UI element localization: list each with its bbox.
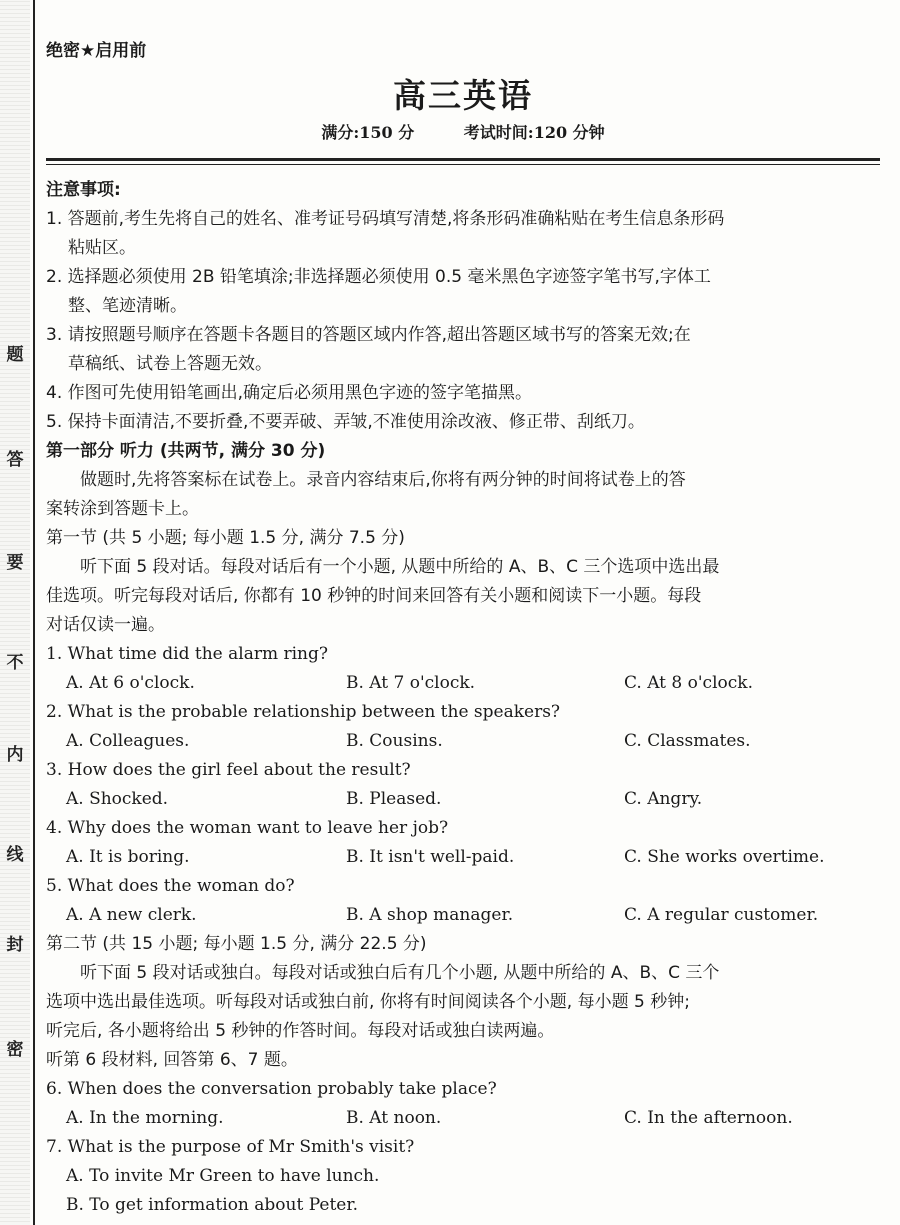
question-options (46, 727, 880, 756)
seal-char: 密 (6, 1040, 24, 1060)
option-b: B. Cousins. (346, 731, 443, 751)
note-item: 5. 保持卡面清洁,不要折叠,不要弄破、弄皱,不准使用涂改液、修正带、刮纸刀。 (46, 412, 645, 432)
material-note: 听第 6 段材料, 回答第 6、7 题。 (46, 1050, 298, 1070)
section2-heading: 第二节 (共 15 小题; 每小题 1.5 分, 满分 22.5 分) (46, 934, 427, 954)
part1-intro: 做题时,先将答案标在试卷上。录音内容结束后,你将有两分钟的时间将试卷上的答 (80, 470, 686, 490)
seal-char: 封 (6, 935, 24, 955)
option-c: C. In the afternoon. (624, 1108, 793, 1128)
option-a: A. In the morning. (66, 1108, 224, 1128)
question-options (46, 669, 880, 698)
option-c: C. Classmates. (624, 731, 751, 751)
section2-intro: 听完后, 各小题将给出 5 秒钟的作答时间。每段对话或独白读两遍。 (46, 1021, 555, 1041)
option-a: A. Shocked. (66, 789, 169, 809)
header-rule-thin (46, 164, 880, 165)
full-score: 满分:150 分 (321, 123, 415, 142)
option-b: B. At 7 o'clock. (346, 673, 476, 693)
seal-char: 答 (6, 450, 24, 470)
option-c: C. A regular customer. (624, 905, 819, 925)
option-c: C. At 8 o'clock. (624, 673, 753, 693)
seal-char: 不 (6, 653, 24, 673)
question: 3. How does the girl feel about the result? (46, 760, 411, 780)
note-item-cont: 草稿纸、试卷上答题无效。 (68, 354, 272, 374)
option-b: B. A shop manager. (346, 905, 514, 925)
question: 5. What does the woman do? (46, 876, 295, 896)
page-title: 高三英语 (393, 76, 533, 115)
exam-time: 考试时间:120 分钟 (463, 123, 605, 142)
part1-intro: 案转涂到答题卡上。 (46, 499, 199, 519)
question-options (46, 901, 880, 930)
option-a: A. It is boring. (66, 847, 190, 867)
part1-heading: 第一部分 听力 (共两节, 满分 30 分) (46, 441, 326, 461)
option-b: B. At noon. (346, 1108, 442, 1128)
option-c: C. She works overtime. (624, 847, 825, 867)
question-options (46, 843, 880, 872)
option-a: A. Colleagues. (66, 731, 190, 751)
seal-char: 内 (6, 745, 24, 765)
header-rule (46, 158, 880, 161)
note-item-cont: 整、笔迹清晰。 (68, 296, 187, 316)
question: 2. What is the probable relationship between the speakers? (46, 702, 561, 722)
question-options (46, 785, 880, 814)
question: 1. What time did the alarm ring? (46, 644, 328, 664)
seal-char: 线 (6, 845, 24, 865)
option-b: B. To get information about Peter. (66, 1195, 359, 1215)
section2-intro: 听下面 5 段对话或独白。每段对话或独白后有几个小题, 从题中所给的 A、B、C 三个 (80, 963, 720, 983)
option-b: B. It isn't well-paid. (346, 847, 515, 867)
seal-char: 要 (6, 553, 24, 573)
note-item: 3. 请按照题号顺序在答题卡各题目的答题区域内作答,超出答题区域书写的答案无效;在 (46, 325, 691, 345)
question: 7. What is the purpose of Mr Smith's visit? (46, 1137, 415, 1157)
section1-intro: 对话仅读一遍。 (46, 615, 165, 635)
note-item-cont: 粘贴区。 (68, 238, 136, 258)
section1-heading: 第一节 (共 5 小题; 每小题 1.5 分, 满分 7.5 分) (46, 528, 405, 548)
option-a: A. A new clerk. (66, 905, 197, 925)
option-a: A. At 6 o'clock. (66, 673, 195, 693)
note-item: 4. 作图可先使用铅笔画出,确定后必须用黑色字迹的签字笔描黑。 (46, 383, 533, 403)
section1-intro: 佳选项。听完每段对话后, 你都有 10 秒钟的时间来回答有关小题和阅读下一小题。每段 (46, 586, 702, 606)
option-c: C. Angry. (624, 789, 703, 809)
question: 6. When does the conversation probably take place? (46, 1079, 497, 1099)
section1-intro: 听下面 5 段对话。每段对话后有一个小题, 从题中所给的 A、B、C 三个选项中选出最 (80, 557, 720, 577)
option-a: A. To invite Mr Green to have lunch. (66, 1166, 380, 1186)
notes-heading: 注意事项: (46, 180, 121, 200)
secret-label: 绝密★启用前 (46, 41, 147, 61)
note-item: 2. 选择题必须使用 2B 铅笔填涂;非选择题必须使用 0.5 毫米黑色字迹签字笔书写,字体工 (46, 267, 711, 287)
exam-content (46, 176, 880, 1220)
binding-line (33, 0, 35, 1225)
seal-char: 题 (6, 345, 24, 365)
question-options (46, 1104, 880, 1133)
section2-intro: 选项中选出最佳选项。听每段对话或独白前, 你将有时间阅读各个小题, 每小题 5 秒钟; (46, 992, 690, 1012)
option-b: B. Pleased. (346, 789, 442, 809)
note-item: 1. 答题前,考生先将自己的姓名、准考证号码填写清楚,将条形码准确粘贴在考生信息条形码 (46, 209, 725, 229)
exam-meta (46, 120, 880, 143)
question: 4. Why does the woman want to leave her job? (46, 818, 449, 838)
